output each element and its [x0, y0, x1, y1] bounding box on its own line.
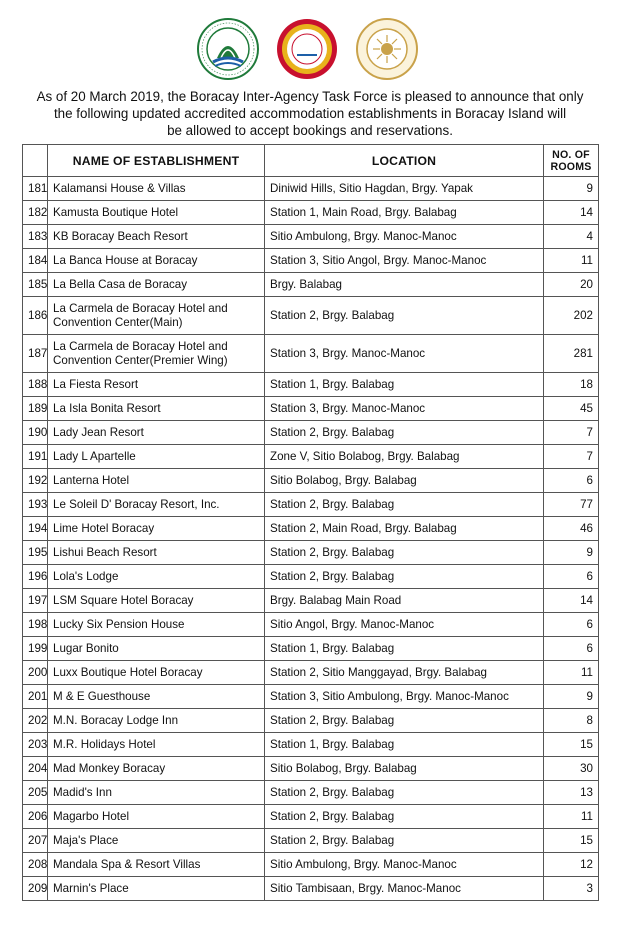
- table-row: [23, 805, 599, 829]
- table-row: [23, 613, 599, 637]
- table-row: [23, 877, 599, 901]
- announcement-line-3: be allowed to accept bookings and reservations.: [167, 123, 453, 138]
- row-number: 200: [23, 661, 48, 685]
- row-number: 201: [23, 685, 48, 709]
- room-count: 11: [544, 249, 599, 273]
- establishment-name: [48, 829, 265, 853]
- establishment-location: Sitio Tambisaan, Brgy. Manoc-Manoc: [265, 877, 544, 901]
- row-number: 197: [23, 589, 48, 613]
- dilg-seal: [276, 18, 338, 80]
- room-count: 45: [544, 397, 599, 421]
- establishment-location: Station 1, Brgy. Balabag: [265, 637, 544, 661]
- establishment-name: [48, 805, 265, 829]
- room-count: 7: [544, 421, 599, 445]
- establishment-name: [48, 177, 265, 201]
- establishment-name: [48, 469, 265, 493]
- establishment-location: Station 3, Sitio Ambulong, Brgy. Manoc-Manoc: [265, 685, 544, 709]
- row-number: 192: [23, 469, 48, 493]
- establishment-name-line-1: KB Boracay Beach Resort: [53, 229, 188, 243]
- establishment-name-line-1: Lugar Bonito: [53, 641, 119, 655]
- establishment-name-line-1: La Banca House at Boracay: [53, 253, 198, 267]
- room-count: 77: [544, 493, 599, 517]
- establishment-name-line-1: Lime Hotel Boracay: [53, 521, 155, 535]
- establishment-name-line-1: Lola's Lodge: [53, 569, 119, 583]
- establishment-location: Sitio Bolabog, Brgy. Balabag: [265, 757, 544, 781]
- room-count: 6: [544, 613, 599, 637]
- room-count: 11: [544, 661, 599, 685]
- establishment-location: Zone V, Sitio Bolabog, Brgy. Balabag: [265, 445, 544, 469]
- establishment-location: Diniwid Hills, Sitio Hagdan, Brgy. Yapak: [265, 177, 544, 201]
- row-number: 193: [23, 493, 48, 517]
- room-count: 11: [544, 805, 599, 829]
- dot-seal: [356, 18, 418, 80]
- announcement-line-1: As of 20 March 2019, the Boracay Inter-Agency Task Force is pleased to announce that only: [36, 89, 584, 104]
- establishment-name-line-1: Lady Jean Resort: [53, 425, 144, 439]
- announcement-line-2: the following updated accredited accommodation establishments in Boracay Island will: [53, 106, 567, 121]
- room-count: 202: [544, 297, 599, 335]
- establishment-location: Station 2, Brgy. Balabag: [265, 709, 544, 733]
- room-count: 9: [544, 685, 599, 709]
- establishment-name: [48, 565, 265, 589]
- room-count: 7: [544, 445, 599, 469]
- establishment-name-line-1: Lishui Beach Resort: [53, 545, 157, 559]
- row-number: 182: [23, 201, 48, 225]
- row-number: 198: [23, 613, 48, 637]
- establishment-name-line-1: Kalamansi House & Villas: [53, 181, 186, 195]
- room-count: 3: [544, 877, 599, 901]
- establishment-name-line-1: M.N. Boracay Lodge Inn: [53, 713, 179, 727]
- establishment-name: [48, 493, 265, 517]
- logo-row: [0, 18, 620, 88]
- row-number: 185: [23, 273, 48, 297]
- establishment-name: [48, 781, 265, 805]
- establishment-location: Sitio Bolabog, Brgy. Balabag: [265, 469, 544, 493]
- establishment-name-line-1: Magarbo Hotel: [53, 809, 130, 823]
- establishment-name-line-1: Madid's Inn: [53, 785, 112, 799]
- establishment-location: Station 2, Main Road, Brgy. Balabag: [265, 517, 544, 541]
- room-count: 18: [544, 373, 599, 397]
- room-count: 6: [544, 469, 599, 493]
- table-row: [23, 297, 599, 335]
- establishment-name-line-1: La Fiesta Resort: [53, 377, 139, 391]
- establishment-name: [48, 541, 265, 565]
- room-count: 9: [544, 177, 599, 201]
- establishment-name: [48, 877, 265, 901]
- establishment-name-line-1: M.R. Holidays Hotel: [53, 737, 156, 751]
- row-number: 196: [23, 565, 48, 589]
- establishment-name: [48, 297, 265, 335]
- table-row: [23, 565, 599, 589]
- establishment-name-line-1: Luxx Boutique Hotel Boracay: [53, 665, 203, 679]
- row-number: 203: [23, 733, 48, 757]
- establishment-name-line-1: M & E Guesthouse: [53, 689, 151, 703]
- establishment-location: Sitio Angol, Brgy. Manoc-Manoc: [265, 613, 544, 637]
- table-row: [23, 421, 599, 445]
- establishment-name: [48, 249, 265, 273]
- row-number: 189: [23, 397, 48, 421]
- table-row: [23, 853, 599, 877]
- table-row: [23, 589, 599, 613]
- establishment-location: Brgy. Balabag Main Road: [265, 589, 544, 613]
- establishment-location: Station 1, Main Road, Brgy. Balabag: [265, 201, 544, 225]
- table-row: [23, 661, 599, 685]
- table-row: [23, 493, 599, 517]
- row-number: 199: [23, 637, 48, 661]
- row-number: 206: [23, 805, 48, 829]
- table-row: [23, 541, 599, 565]
- room-count: 9: [544, 541, 599, 565]
- room-count: 12: [544, 853, 599, 877]
- establishment-name-line-1: Lucky Six Pension House: [53, 617, 185, 631]
- establishment-name-line-2: Convention Center(Main): [53, 315, 183, 329]
- establishment-name: [48, 517, 265, 541]
- establishment-name: [48, 757, 265, 781]
- establishment-name: [48, 853, 265, 877]
- table-row: [23, 373, 599, 397]
- room-count: 14: [544, 201, 599, 225]
- establishment-name-line-1: Marnin's Place: [53, 881, 129, 895]
- establishment-name: [48, 445, 265, 469]
- establishment-name: [48, 661, 265, 685]
- room-count: 20: [544, 273, 599, 297]
- row-number: 205: [23, 781, 48, 805]
- table-row: [23, 829, 599, 853]
- establishment-location: Station 2, Brgy. Balabag: [265, 493, 544, 517]
- establishment-name-line-1: Mad Monkey Boracay: [53, 761, 166, 775]
- table-row: [23, 397, 599, 421]
- dot-seal-graphic: [356, 18, 418, 80]
- table-row: [23, 685, 599, 709]
- establishment-location: Station 3, Brgy. Manoc-Manoc: [265, 335, 544, 373]
- table-body: [23, 177, 599, 901]
- establishment-location: Station 2, Brgy. Balabag: [265, 297, 544, 335]
- table-row: [23, 709, 599, 733]
- establishment-location: Station 2, Brgy. Balabag: [265, 781, 544, 805]
- row-number: 181: [23, 177, 48, 201]
- establishment-location: Sitio Ambulong, Brgy. Manoc-Manoc: [265, 225, 544, 249]
- establishment-name: [48, 397, 265, 421]
- establishment-name-line-1: Kamusta Boutique Hotel: [53, 205, 179, 219]
- room-count: 14: [544, 589, 599, 613]
- row-number: 190: [23, 421, 48, 445]
- table-row: [23, 469, 599, 493]
- establishment-location: Station 2, Brgy. Balabag: [265, 805, 544, 829]
- establishment-name-line-1: La Carmela de Boracay Hotel and: [53, 301, 228, 315]
- row-number: 184: [23, 249, 48, 273]
- establishment-location: Station 3, Brgy. Manoc-Manoc: [265, 397, 544, 421]
- room-count: 8: [544, 709, 599, 733]
- row-number: 186: [23, 297, 48, 335]
- establishment-name-line-1: Mandala Spa & Resort Villas: [53, 857, 201, 871]
- table-header-row: [23, 145, 599, 177]
- room-count: 281: [544, 335, 599, 373]
- establishment-location: Station 1, Brgy. Balabag: [265, 733, 544, 757]
- table-row: [23, 637, 599, 661]
- denr-seal: [197, 18, 259, 80]
- announcement-text: [12, 88, 608, 139]
- room-count: 46: [544, 517, 599, 541]
- row-number: 204: [23, 757, 48, 781]
- room-count: 4: [544, 225, 599, 249]
- establishment-name: [48, 613, 265, 637]
- establishment-location: Station 2, Brgy. Balabag: [265, 541, 544, 565]
- table-row: [23, 757, 599, 781]
- row-number: 183: [23, 225, 48, 249]
- establishment-name-line-1: LSM Square Hotel Boracay: [53, 593, 194, 607]
- establishment-name-line-1: La Bella Casa de Boracay: [53, 277, 188, 291]
- establishment-name: [48, 589, 265, 613]
- denr-seal-graphic: [197, 18, 259, 80]
- table-row: [23, 225, 599, 249]
- row-number: 187: [23, 335, 48, 373]
- room-count: 15: [544, 829, 599, 853]
- establishment-name: [48, 225, 265, 249]
- row-number: 188: [23, 373, 48, 397]
- establishment-name: [48, 335, 265, 373]
- header-rooms: [544, 145, 599, 177]
- establishment-location: Station 1, Brgy. Balabag: [265, 373, 544, 397]
- header-rooms-line-1: NO. OF: [552, 148, 590, 161]
- row-number: 195: [23, 541, 48, 565]
- establishment-name: [48, 201, 265, 225]
- row-number: 208: [23, 853, 48, 877]
- establishment-name: [48, 637, 265, 661]
- establishment-name: [48, 273, 265, 297]
- table-row: [23, 733, 599, 757]
- establishment-location: Brgy. Balabag: [265, 273, 544, 297]
- row-number: 209: [23, 877, 48, 901]
- establishment-location: Station 2, Sitio Manggayad, Brgy. Balabag: [265, 661, 544, 685]
- establishment-location: Station 2, Brgy. Balabag: [265, 565, 544, 589]
- table-row: [23, 445, 599, 469]
- establishment-name: [48, 373, 265, 397]
- header-number: [23, 145, 48, 177]
- establishment-name-line-1: Maja's Place: [53, 833, 119, 847]
- room-count: 6: [544, 565, 599, 589]
- row-number: 202: [23, 709, 48, 733]
- header-rooms-line-2: ROOMS: [550, 160, 592, 173]
- establishment-location: Sitio Ambulong, Brgy. Manoc-Manoc: [265, 853, 544, 877]
- establishment-location: Station 2, Brgy. Balabag: [265, 421, 544, 445]
- establishment-name-line-1: La Carmela de Boracay Hotel and: [53, 339, 228, 353]
- table-row: [23, 335, 599, 373]
- establishment-name-line-1: Le Soleil D' Boracay Resort, Inc.: [53, 497, 220, 511]
- table-row: [23, 249, 599, 273]
- establishment-name: [48, 421, 265, 445]
- dilg-seal-graphic: [276, 18, 338, 80]
- room-count: 15: [544, 733, 599, 757]
- establishment-name: [48, 733, 265, 757]
- establishment-name: [48, 685, 265, 709]
- establishment-name-line-1: La Isla Bonita Resort: [53, 401, 161, 415]
- establishments-table: [22, 144, 599, 901]
- room-count: 30: [544, 757, 599, 781]
- establishment-name-line-2: Convention Center(Premier Wing): [53, 353, 228, 367]
- table-row: [23, 201, 599, 225]
- room-count: 13: [544, 781, 599, 805]
- establishment-name-line-1: Lanterna Hotel: [53, 473, 130, 487]
- header-name: NAME OF ESTABLISHMENT: [48, 145, 265, 177]
- establishment-name: [48, 709, 265, 733]
- room-count: 6: [544, 637, 599, 661]
- table-row: [23, 177, 599, 201]
- row-number: 194: [23, 517, 48, 541]
- header-location: LOCATION: [265, 145, 544, 177]
- establishment-name-line-1: Lady L Apartelle: [53, 449, 136, 463]
- table-row: [23, 781, 599, 805]
- table-row: [23, 273, 599, 297]
- table-row: [23, 517, 599, 541]
- establishment-location: Station 2, Brgy. Balabag: [265, 829, 544, 853]
- row-number: 191: [23, 445, 48, 469]
- establishment-location: Station 3, Sitio Angol, Brgy. Manoc-Manoc: [265, 249, 544, 273]
- row-number: 207: [23, 829, 48, 853]
